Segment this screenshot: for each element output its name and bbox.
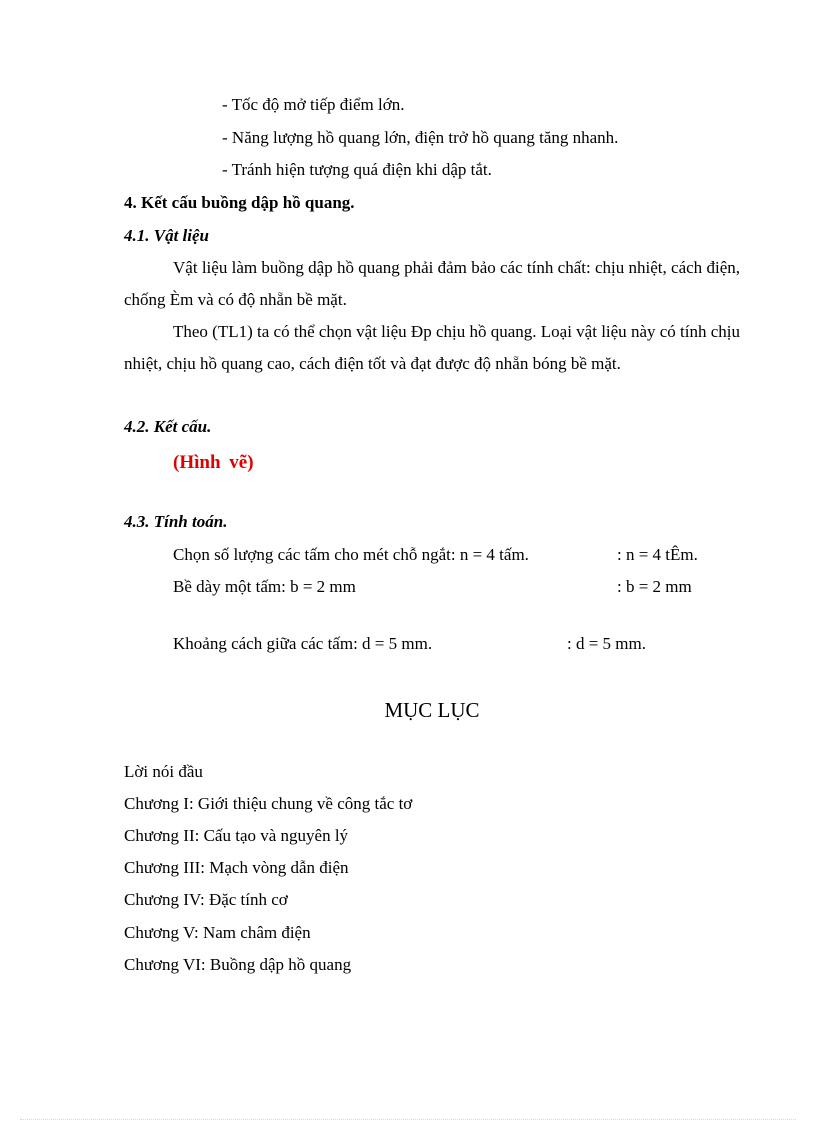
- calc-row-right: : d = 5 mm.: [567, 634, 647, 653]
- toc-item: Chương VI: Buồng dập hồ quang: [124, 955, 352, 974]
- calc-row-right: : n = 4 tÊm.: [617, 545, 698, 564]
- calc-row-left: Chọn số lượng các tấm cho mét chỗ ngắt: n = 4 tấm.: [173, 545, 529, 564]
- page-bottom-rule: [20, 1119, 796, 1120]
- figure-placeholder-label: (Hình vẽ): [173, 452, 254, 473]
- calc-row-right: : b = 2 mm: [617, 577, 692, 596]
- toc-item: Chương I: Giới thiệu chung về công tắc tơ: [124, 794, 413, 813]
- subsection-heading: 4.2. Kết cấu.: [124, 417, 212, 436]
- toc-item: Chương IV: Đặc tính cơ: [124, 890, 288, 909]
- subsection-heading: 4.1. Vật liệu: [124, 226, 210, 245]
- toc-item: Chương III: Mạch vòng dẫn điện: [124, 858, 349, 877]
- toc-item: Chương V: Nam châm điện: [124, 923, 311, 942]
- toc-item: Lời nói đầu: [124, 762, 203, 781]
- bullet-item: - Năng lượng hồ quang lớn, điện trở hồ quang tăng nhanh.: [222, 128, 619, 147]
- paragraph: Theo (TL1) ta có thể chọn vật liệu Đp chịu hồ quang. Loại vật liệu này có tính chịu nhiệt, chịu hồ quang cao, cách điện tốt và đạt được độ nhẵn bóng bề mặt.: [124, 322, 740, 373]
- toc-item: Chương II: Cấu tạo và nguyên lý: [124, 826, 349, 845]
- subsection-heading: 4.3. Tính toán.: [124, 512, 228, 531]
- toc-title: MỤC LỤC: [384, 698, 480, 722]
- bullet-item: - Tốc độ mở tiếp điểm lớn.: [222, 95, 405, 114]
- bullet-item: - Tránh hiện tượng quá điện khi dập tắt.: [222, 160, 492, 179]
- calc-row-left: Khoảng cách giữa các tấm: d = 5 mm.: [173, 634, 433, 653]
- section-heading: 4. Kết cấu buồng dập hồ quang.: [124, 193, 355, 212]
- paragraph: Vật liệu làm buồng dập hồ quang phải đảm bảo các tính chất: chịu nhiệt, cách điện, chống Èm và có độ nhẵn bề mặt.: [124, 258, 740, 309]
- calc-row-left: Bề dày một tấm: b = 2 mm: [173, 577, 356, 596]
